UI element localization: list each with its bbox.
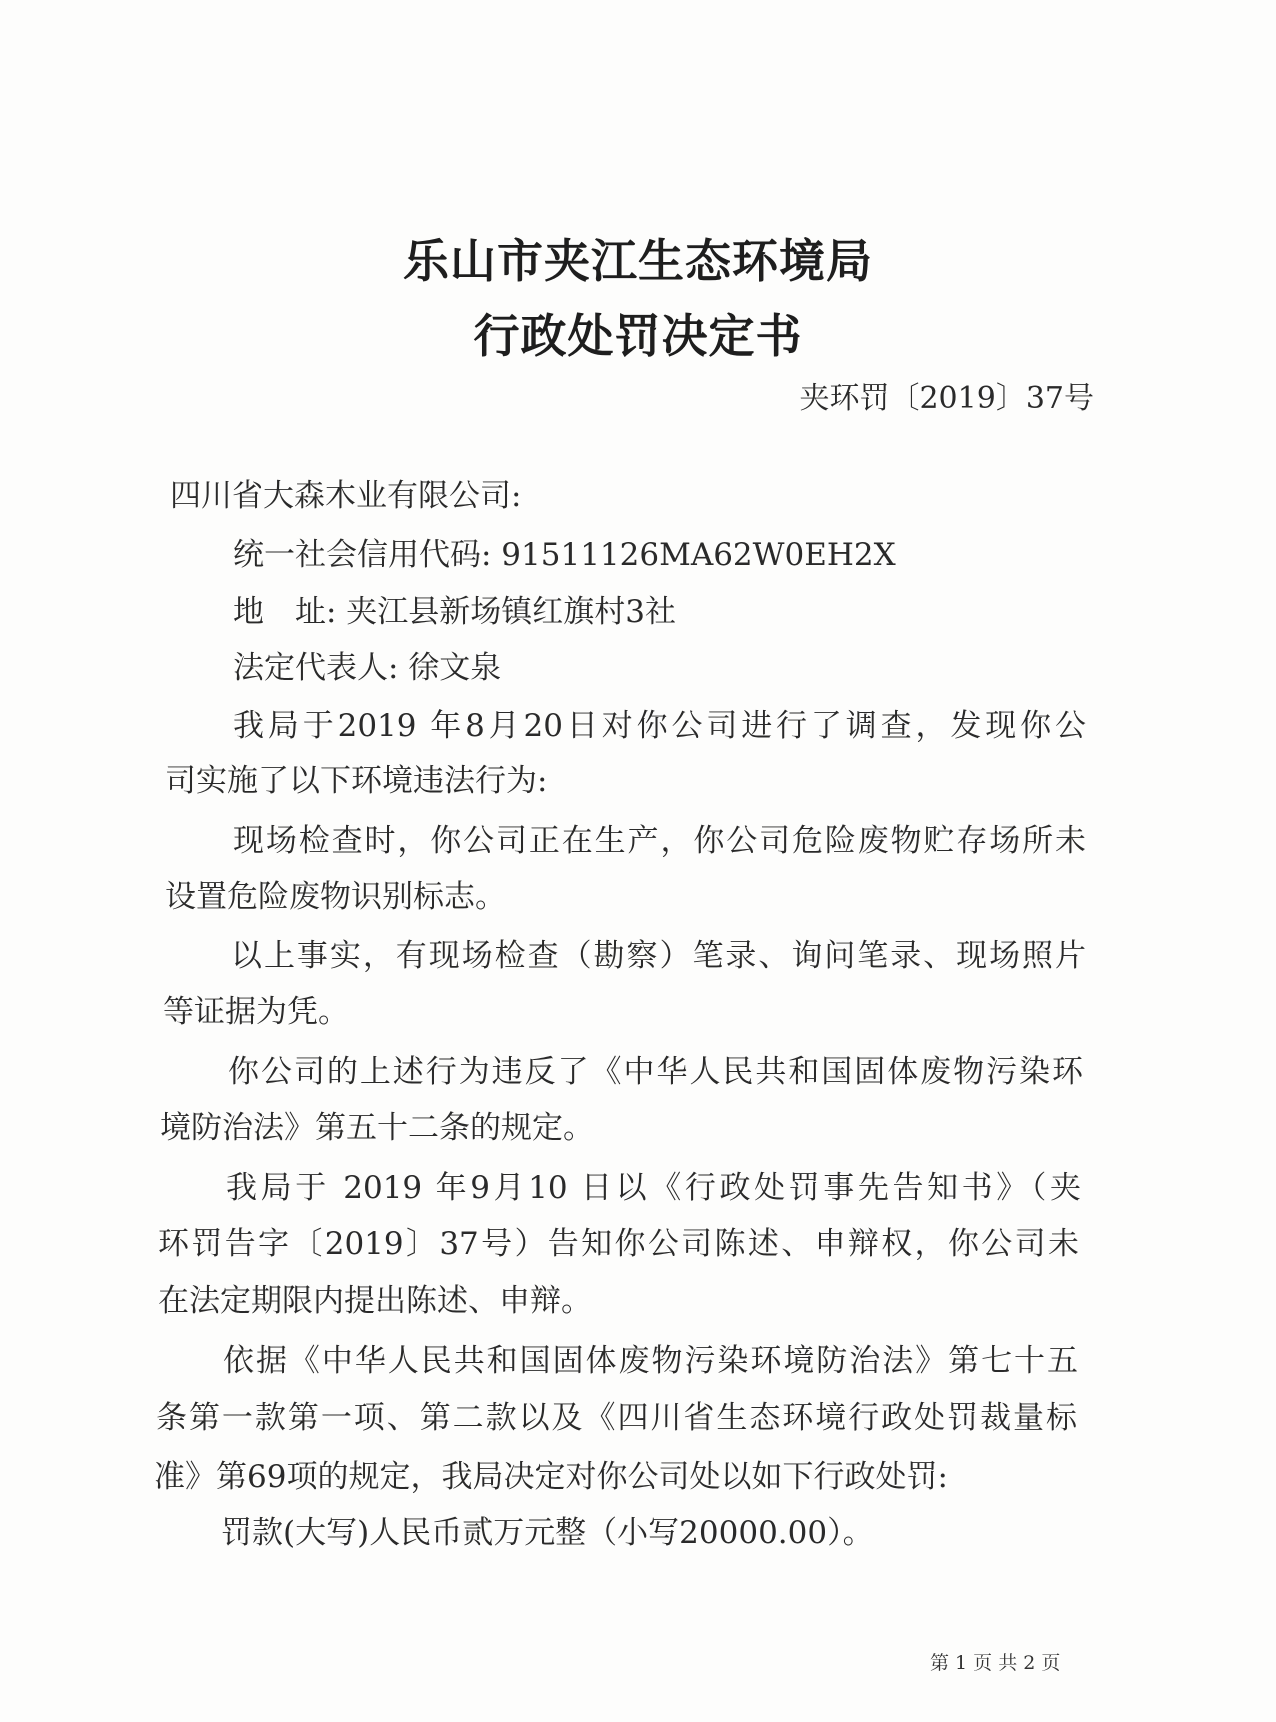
paragraph-line: 现场检查时，你公司正在生产，你公司危险废物贮存场所未 — [233, 823, 1086, 859]
document-title: 行政处罚决定书 — [473, 309, 803, 363]
paragraph-line: 在法定期限内提出陈述、申辩。 — [158, 1283, 592, 1319]
paragraph-line: 司实施了以下环境违法行为: — [165, 763, 548, 799]
paragraph-line: 准》第69项的规定，我局决定对你公司处以如下行政处罚: — [154, 1459, 948, 1495]
paragraph-line: 等证据为凭。 — [163, 994, 349, 1030]
paragraph-line: 以上事实，有现场检查（勘察）笔录、询问笔录、现场照片 — [231, 938, 1086, 974]
paragraph-line: 设置危险废物识别标志。 — [165, 879, 506, 915]
paragraph-line: 我局于2019 年8月20日对你公司进行了调查，发现你公 — [233, 708, 1086, 744]
paragraph-line: 条第一款第一项、第二款以及《四川省生态环境行政处罚裁量标 — [156, 1400, 1077, 1436]
agency-title: 乐山市夹江生态环境局 — [403, 234, 873, 288]
address: 地 址: 夹江县新场镇红旗村3社 — [233, 594, 677, 630]
paragraph-line: 境防治法》第五十二条的规定。 — [160, 1110, 594, 1146]
penalty-line: 罚款(大写)人民币贰万元整（小写20000.00）。 — [221, 1515, 874, 1551]
paragraph-line: 环罚告字〔2019〕37号）告知你公司陈述、申辩权，你公司未 — [158, 1226, 1079, 1262]
page-number: 第 1 页 共 2 页 — [930, 1652, 1061, 1674]
paragraph-line: 我局于 2019 年9月10 日以《行政处罚事先告知书》（夹 — [226, 1170, 1081, 1206]
paragraph-line: 依据《中华人民共和国固体废物污染环境防治法》第七十五 — [223, 1343, 1078, 1379]
legal-representative: 法定代表人: 徐文泉 — [233, 650, 502, 686]
document-number: 夹环罚〔2019〕37号 — [799, 381, 1094, 416]
credit-code: 统一社会信用代码: 91511126MA62W0EH2X — [233, 537, 896, 573]
recipient-name: 四川省大森木业有限公司: — [170, 478, 522, 514]
paragraph-line: 你公司的上述行为违反了《中华人民共和国固体废物污染环 — [228, 1054, 1083, 1090]
